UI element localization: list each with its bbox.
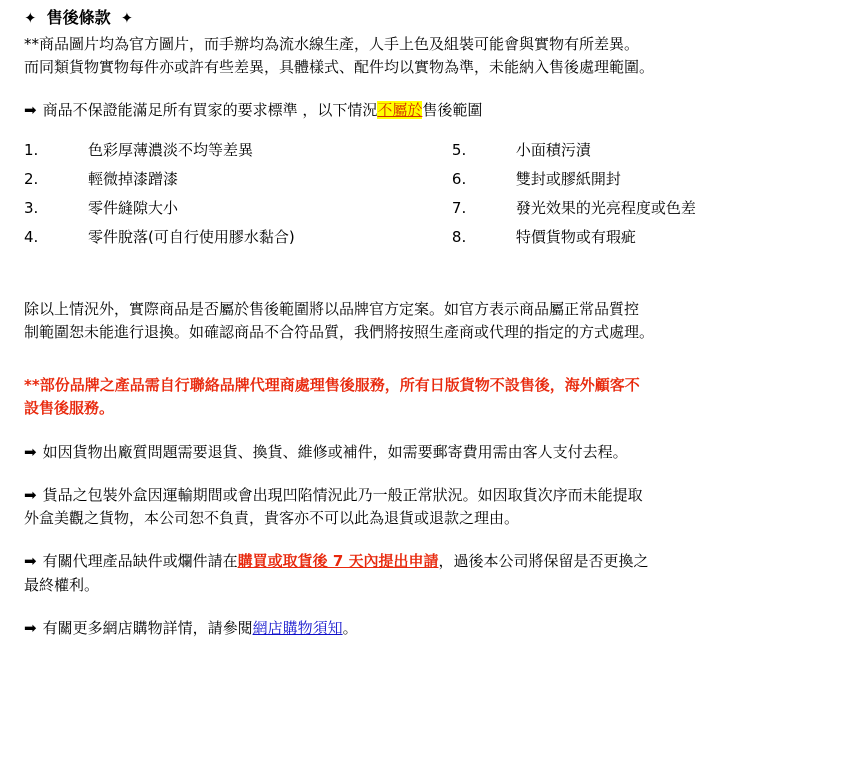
list-item <box>452 226 850 249</box>
arrow-icon-point-4: ➡ <box>24 618 37 637</box>
list-item-label: 輕微掉漆蹭漆 <box>88 169 179 188</box>
intro-line-2: 而同類貨物實物每件亦或許有些差異，具體樣式、配件均以實物為準，未能納入售後處理範圍。 <box>24 58 655 77</box>
exclusion-list-left <box>24 139 452 256</box>
list-item-number: 7. <box>451 199 467 218</box>
list-item-label: 小面積污漬 <box>515 140 591 159</box>
spacer-3 <box>24 344 850 374</box>
point-agent-claim-highlight: 購買或取貨後 7 天內提出申請 <box>237 552 439 571</box>
warning-line-1: **部份品牌之產品需自行聯絡品牌代理商處理售後服務，所有日版貨物不設售後，海外顧客不 <box>24 376 640 395</box>
arrow-icon-notice: ➡ <box>24 101 37 120</box>
point-box-condition-line-2: 外盒美觀之貨物，本公司恕不負責，貴客亦不可以此為退貨或退款之理由。 <box>24 509 520 528</box>
list-item-number: 2. <box>24 169 39 188</box>
page-title <box>24 6 850 31</box>
list-item <box>24 139 452 162</box>
list-item-number: 1. <box>24 140 39 159</box>
spacer-1 <box>24 79 850 99</box>
spacer-4 <box>24 421 850 441</box>
page-title-text: 售後條款 <box>46 8 111 27</box>
list-item-label: 特價貨物或有瑕疵 <box>515 228 636 247</box>
list-item-label: 發光效果的光亮程度或色差 <box>515 199 696 218</box>
list-item-label: 雙封或膠紙開封 <box>515 169 621 188</box>
point-agent-claim-before: 有關代理產品缺件或爛件請在 <box>42 552 238 571</box>
list-item <box>24 226 452 249</box>
list-item-number: 8. <box>451 228 467 247</box>
list-item-number: 6. <box>451 169 467 188</box>
list-item <box>452 168 850 191</box>
exclusion-notice-before: 商品不保證能滿足所有買家的要求標準 ，以下情況 <box>42 101 378 120</box>
arrow-icon-point-1: ➡ <box>24 442 37 461</box>
diamond-icon-left: ✦ <box>24 8 37 27</box>
list-item-label: 色彩厚薄濃淡不均等差異 <box>88 140 254 159</box>
point-more-info <box>24 617 850 640</box>
list-item-number: 5. <box>451 140 467 159</box>
diamond-icon-right: ✦ <box>120 8 134 27</box>
spacer-6 <box>24 530 850 550</box>
spacer-2b <box>24 286 850 298</box>
exclusion-notice-highlight: 不屬於 <box>377 101 423 120</box>
arrow-icon-point-3: ➡ <box>24 552 37 571</box>
list-item <box>452 197 850 220</box>
point-return-shipping-text: 如因貨物出廠質問題需要退貨、換貨、維修或補件，如需要郵寄費用需由客人支付去程。 <box>42 442 628 461</box>
intro-line-1: **商品圖片均為官方圖片，而手辦均為流水線生產，人手上色及組裝可能會與實物有所差異。 <box>24 34 640 53</box>
list-item-label: 零件脫落(可自行使用膠水黏合) <box>88 228 295 247</box>
point-more-info-before: 有關更多網店購物詳情，請參閱 <box>42 618 253 637</box>
point-agent-claim-after: ，過後本公司將保留是否更換之 <box>438 552 649 571</box>
spacer-5 <box>24 464 850 484</box>
list-item <box>24 168 452 191</box>
policy-line-1: 除以上情況外，實際商品是否屬於售後範圍將以品牌官方定案。如官方表示商品屬正常品質控 <box>24 299 640 318</box>
policy-line-2: 制範圍恕未能進行退換。如確認商品不合符品質，我們將按照生產商或代理的指定的方式處理。 <box>24 322 655 341</box>
exclusion-notice-after: 售後範圍 <box>422 101 483 120</box>
point-box-condition <box>24 484 850 507</box>
exclusion-notice <box>24 99 850 122</box>
list-item <box>24 197 452 220</box>
list-item <box>452 139 850 162</box>
list-item-number: 3. <box>24 199 39 218</box>
point-return-shipping <box>24 441 850 464</box>
point-more-info-after: 。 <box>342 618 358 637</box>
list-item-number: 4. <box>24 228 39 247</box>
warning-line-2: 設售後服務。 <box>24 399 115 418</box>
exclusion-list-right <box>452 139 850 256</box>
point-agent-claim <box>24 550 850 573</box>
exclusion-lists <box>24 139 850 256</box>
list-item-label: 零件縫隙大小 <box>88 199 179 218</box>
shopping-guide-link[interactable]: 網店購物須知 <box>252 618 343 637</box>
spacer-2 <box>24 256 850 286</box>
point-box-condition-line-1: 貨品之包裝外盒因運輸期間或會出現凹陷情況此乃一般正常狀況。如因取貨次序而未能提取 <box>42 485 643 504</box>
point-agent-claim-line-2: 最終權利。 <box>24 575 100 594</box>
arrow-icon-point-2: ➡ <box>24 485 37 504</box>
spacer-7 <box>24 597 850 617</box>
